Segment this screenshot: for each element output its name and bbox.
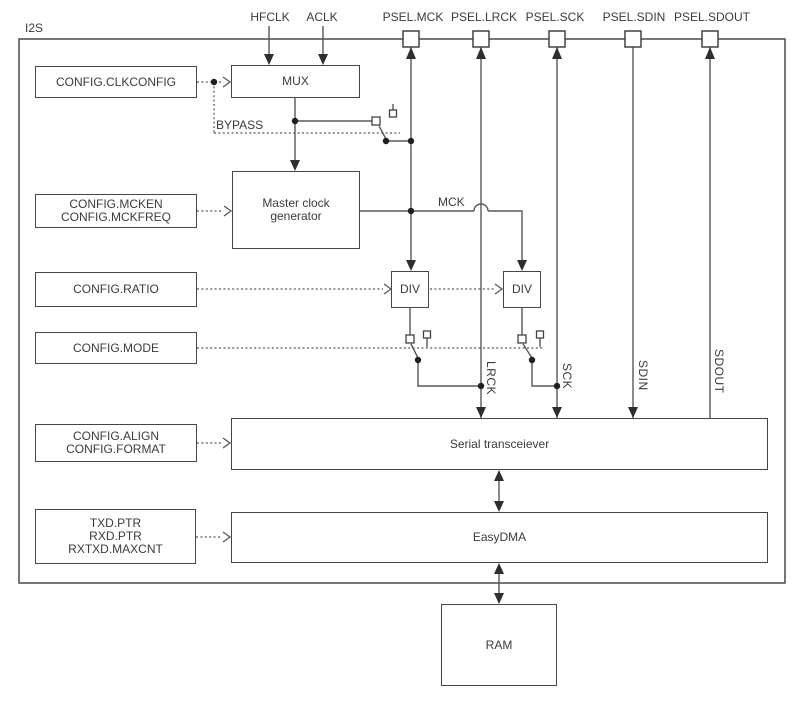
chevron-dma <box>223 532 230 542</box>
switch-terminals <box>372 110 544 343</box>
arrow-into-div2 <box>517 260 527 271</box>
bypass-switch-common-terminal <box>372 117 380 125</box>
register-align-box <box>35 424 197 462</box>
register-mckfreq-label: CONFIG.MCKFREQ <box>61 210 171 224</box>
lrck-switch-blade <box>411 344 418 358</box>
sck-switch-common-terminal <box>518 335 526 343</box>
div2-block <box>503 271 541 308</box>
arrow-sdin-into-serial <box>628 407 638 418</box>
pin-label-psel-sdout: PSEL.SDOUT <box>673 10 751 24</box>
ram-block <box>441 604 557 686</box>
arrow-sck-pin-up <box>552 47 562 59</box>
register-format-label: CONFIG.FORMAT <box>66 442 166 456</box>
easydma-block <box>231 512 768 563</box>
outer-boundary-box <box>19 39 785 583</box>
pin-label-hfclk: HFCLK <box>250 10 290 24</box>
pin-label-psel-sdin: PSEL.SDIN <box>602 10 666 24</box>
mck-label: MCK <box>438 195 465 209</box>
dotted-chevrons <box>223 74 502 542</box>
register-txd-box <box>35 509 196 564</box>
lrck-switch-common-terminal <box>406 335 414 343</box>
chevron-mcg <box>224 206 231 216</box>
psel-sck-pin-pad <box>549 31 565 47</box>
arrow-lrck-into-serial <box>476 407 486 418</box>
register-clkconfig-box <box>35 66 197 98</box>
mux-label: MUX <box>282 74 309 88</box>
register-align-label: CONFIG.ALIGN <box>72 429 159 443</box>
arrow-bus2-up <box>494 563 504 574</box>
arrow-aclk-down <box>318 54 328 65</box>
i2s-title-label: I2S <box>25 21 44 35</box>
register-txd-ptr-label: TXD.PTR <box>89 516 142 530</box>
chevron-div1 <box>384 284 391 294</box>
master-clock-generator-label: Master clock generator <box>262 196 330 223</box>
register-mcken-box <box>35 194 197 228</box>
div1-label: DIV <box>399 282 420 296</box>
arrow-bus2-down <box>494 593 504 604</box>
mck-to-div2-wire <box>488 211 522 260</box>
psel-sdin-pin-pad <box>625 31 641 47</box>
pin-label-psel-lrck: PSEL.LRCK <box>450 10 518 24</box>
div1-block <box>391 271 429 308</box>
lrck-label: LRCK <box>484 361 498 396</box>
arrow-into-div1 <box>406 260 416 271</box>
register-rxd-ptr-label: RXD.PTR <box>89 529 142 543</box>
easydma-label: EasyDMA <box>472 530 527 544</box>
chevron-serial <box>223 438 230 448</box>
pin-label-psel-mck: PSEL.MCK <box>382 10 444 24</box>
master-clock-generator-block <box>232 171 360 249</box>
bypass-label: BYPASS <box>216 118 264 132</box>
arrow-mck-pin-up <box>406 47 416 59</box>
psel-mck-pin-pad <box>403 31 419 47</box>
bypass-switch-open-terminal <box>390 110 397 117</box>
register-ratio-label: CONFIG.RATIO <box>73 282 159 296</box>
register-rxtxd-maxcnt-label: RXTXD.MAXCNT <box>68 542 163 556</box>
psel-lrck-pin-pad <box>473 31 489 47</box>
serial-transceiver-block <box>231 418 768 470</box>
arrow-bus1-up <box>494 470 504 481</box>
arrow-hfclk-down <box>264 54 274 65</box>
register-mode-label: CONFIG.MODE <box>73 340 159 355</box>
psel-sdout-pin-pad <box>702 31 718 47</box>
arrow-mux-to-mcg <box>290 160 300 171</box>
register-ratio-box <box>35 272 197 307</box>
sdout-label: SDOUT <box>712 349 726 394</box>
arrow-sck-into-serial <box>552 407 562 418</box>
ram-label: RAM <box>485 637 513 652</box>
sck-switch-blade <box>523 344 532 358</box>
register-mcken-label: CONFIG.MCKEN <box>69 197 163 211</box>
chevron-div2 <box>495 284 502 294</box>
sdin-label: SDIN <box>636 360 650 391</box>
div2-label: DIV <box>511 282 532 296</box>
lrck-switch-open-terminal <box>424 331 431 338</box>
register-mode-box <box>35 332 197 364</box>
chevron-mux <box>223 77 230 87</box>
lrck-switch-out-wire <box>418 360 481 386</box>
serial-transceiver-label: Serial transceiever <box>449 436 550 451</box>
sck-switch-out-wire <box>532 360 557 386</box>
pin-label-psel-sck: PSEL.SCK <box>525 10 585 24</box>
arrow-bus1-down <box>494 501 504 512</box>
sck-switch-open-terminal <box>537 331 544 338</box>
arrow-sdout-pin-up <box>705 47 715 59</box>
sck-label: SCK <box>560 363 574 390</box>
arrow-lrck-pin-up <box>476 47 486 59</box>
pin-label-aclk: ACLK <box>306 10 338 24</box>
mux-block <box>231 65 360 98</box>
register-clkconfig-label: CONFIG.CLKCONFIG <box>55 74 176 89</box>
